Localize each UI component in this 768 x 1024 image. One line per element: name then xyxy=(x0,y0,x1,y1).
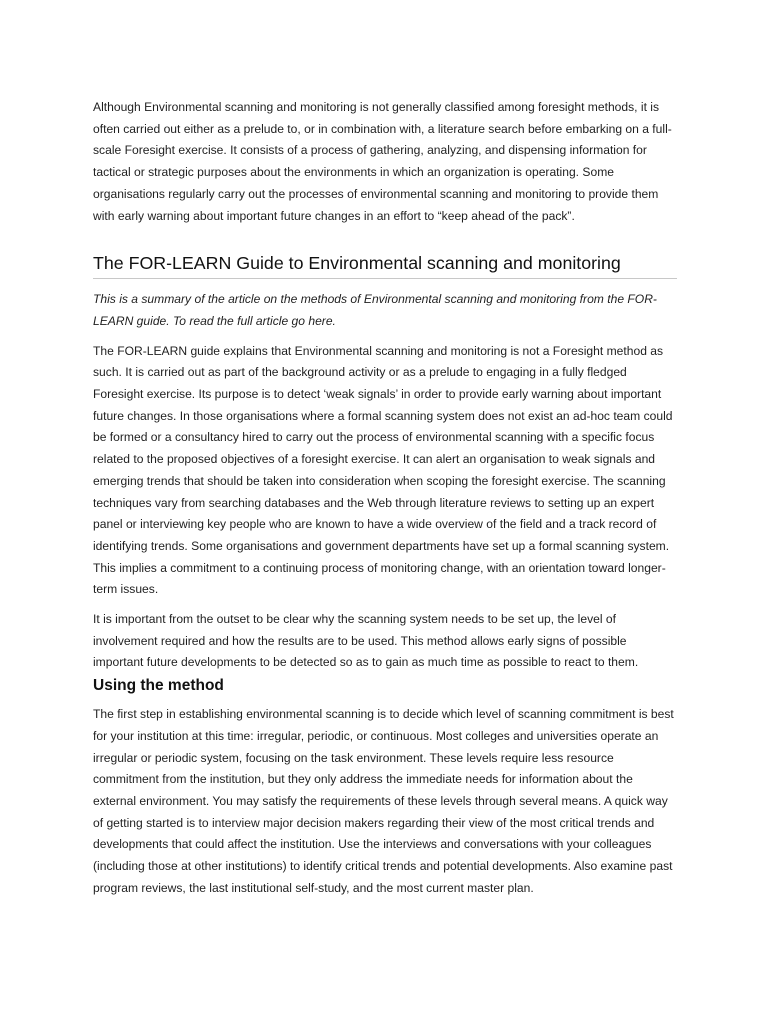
body-paragraph: The first step in establishing environmental scanning is to decide which level of scanning commitment is best for your institution at this time: irregular, periodic, or continuous. Most colleges and universities operate an irregular or periodic system, focusing on the task environment. These levels require less resource commitment from the institution, but they only address the immediate needs for information about the external environment. You may satisfy the requirements of these levels through several means. A quick way of getting started is to interview major decision makers regarding their view of the most critical trends and developments that could affect the institution. Use the interviews and conversations with your colleagues (including those at other institutions) to identify critical trends and potential developments. Also examine past program reviews, the last institutional self-study, and the most current master plan. xyxy=(93,707,674,895)
subsection-heading: Using the method xyxy=(93,677,224,695)
body-paragraph: It is important from the outset to be clear why the scanning system needs to be set up, the level of involvement required and how the results are to be used. This method allows early signs of possible important future developments to be detected so as to gain as much time as possible to react to them. xyxy=(93,612,639,670)
intro-paragraph: Although Environmental scanning and monitoring is not generally classified among foresight methods, it is often carried out either as a prelude to, or in combination with, a literature search before embarking on a full-scale Foresight exercise. It consists of a process of gathering, analyzing, and dispensing information for tactical or strategic purposes about the environments in which an organization is operating. Some organisations regularly carry out the processes of environmental scanning and monitoring to provide them with early warning about important future changes in an effort to “keep ahead of the pack”. xyxy=(93,100,672,223)
document-page xyxy=(93,97,677,900)
section-heading: The FOR-LEARN Guide to Environmental scanning and monitoring xyxy=(93,251,677,279)
body-paragraph: The FOR-LEARN guide explains that Environmental scanning and monitoring is not a Foresight method as such. It is carried out as part of the background activity or as a prelude to engaging in a fully fledged Foresight exercise. Its purpose is to detect ‘weak signals’ in order to provide early warning about important future changes. In those organisations where a formal scanning system does not exist an ad-hoc team could be formed or a consultancy hired to carry out the process of environmental scanning with a specific focus related to the proposed objectives of a foresight exercise. It can alert an organisation to weak signals and emerging trends that should be taken into consideration when scoping the foresight exercise. The scanning techniques vary from searching databases and the Web through literature reviews to setting up an expert panel or interviewing key people who are known to have a wide overview of the field and a track record of identifying trends. Some organisations and government departments have set up a formal scanning system. This implies a commitment to a continuing process of monitoring change, with an orientation toward longer-term issues. xyxy=(93,343,673,597)
summary-paragraph: This is a summary of the article on the methods of Environmental scanning and monitoring from the FOR-LEARN guide. To read the full article go here. xyxy=(93,292,657,328)
